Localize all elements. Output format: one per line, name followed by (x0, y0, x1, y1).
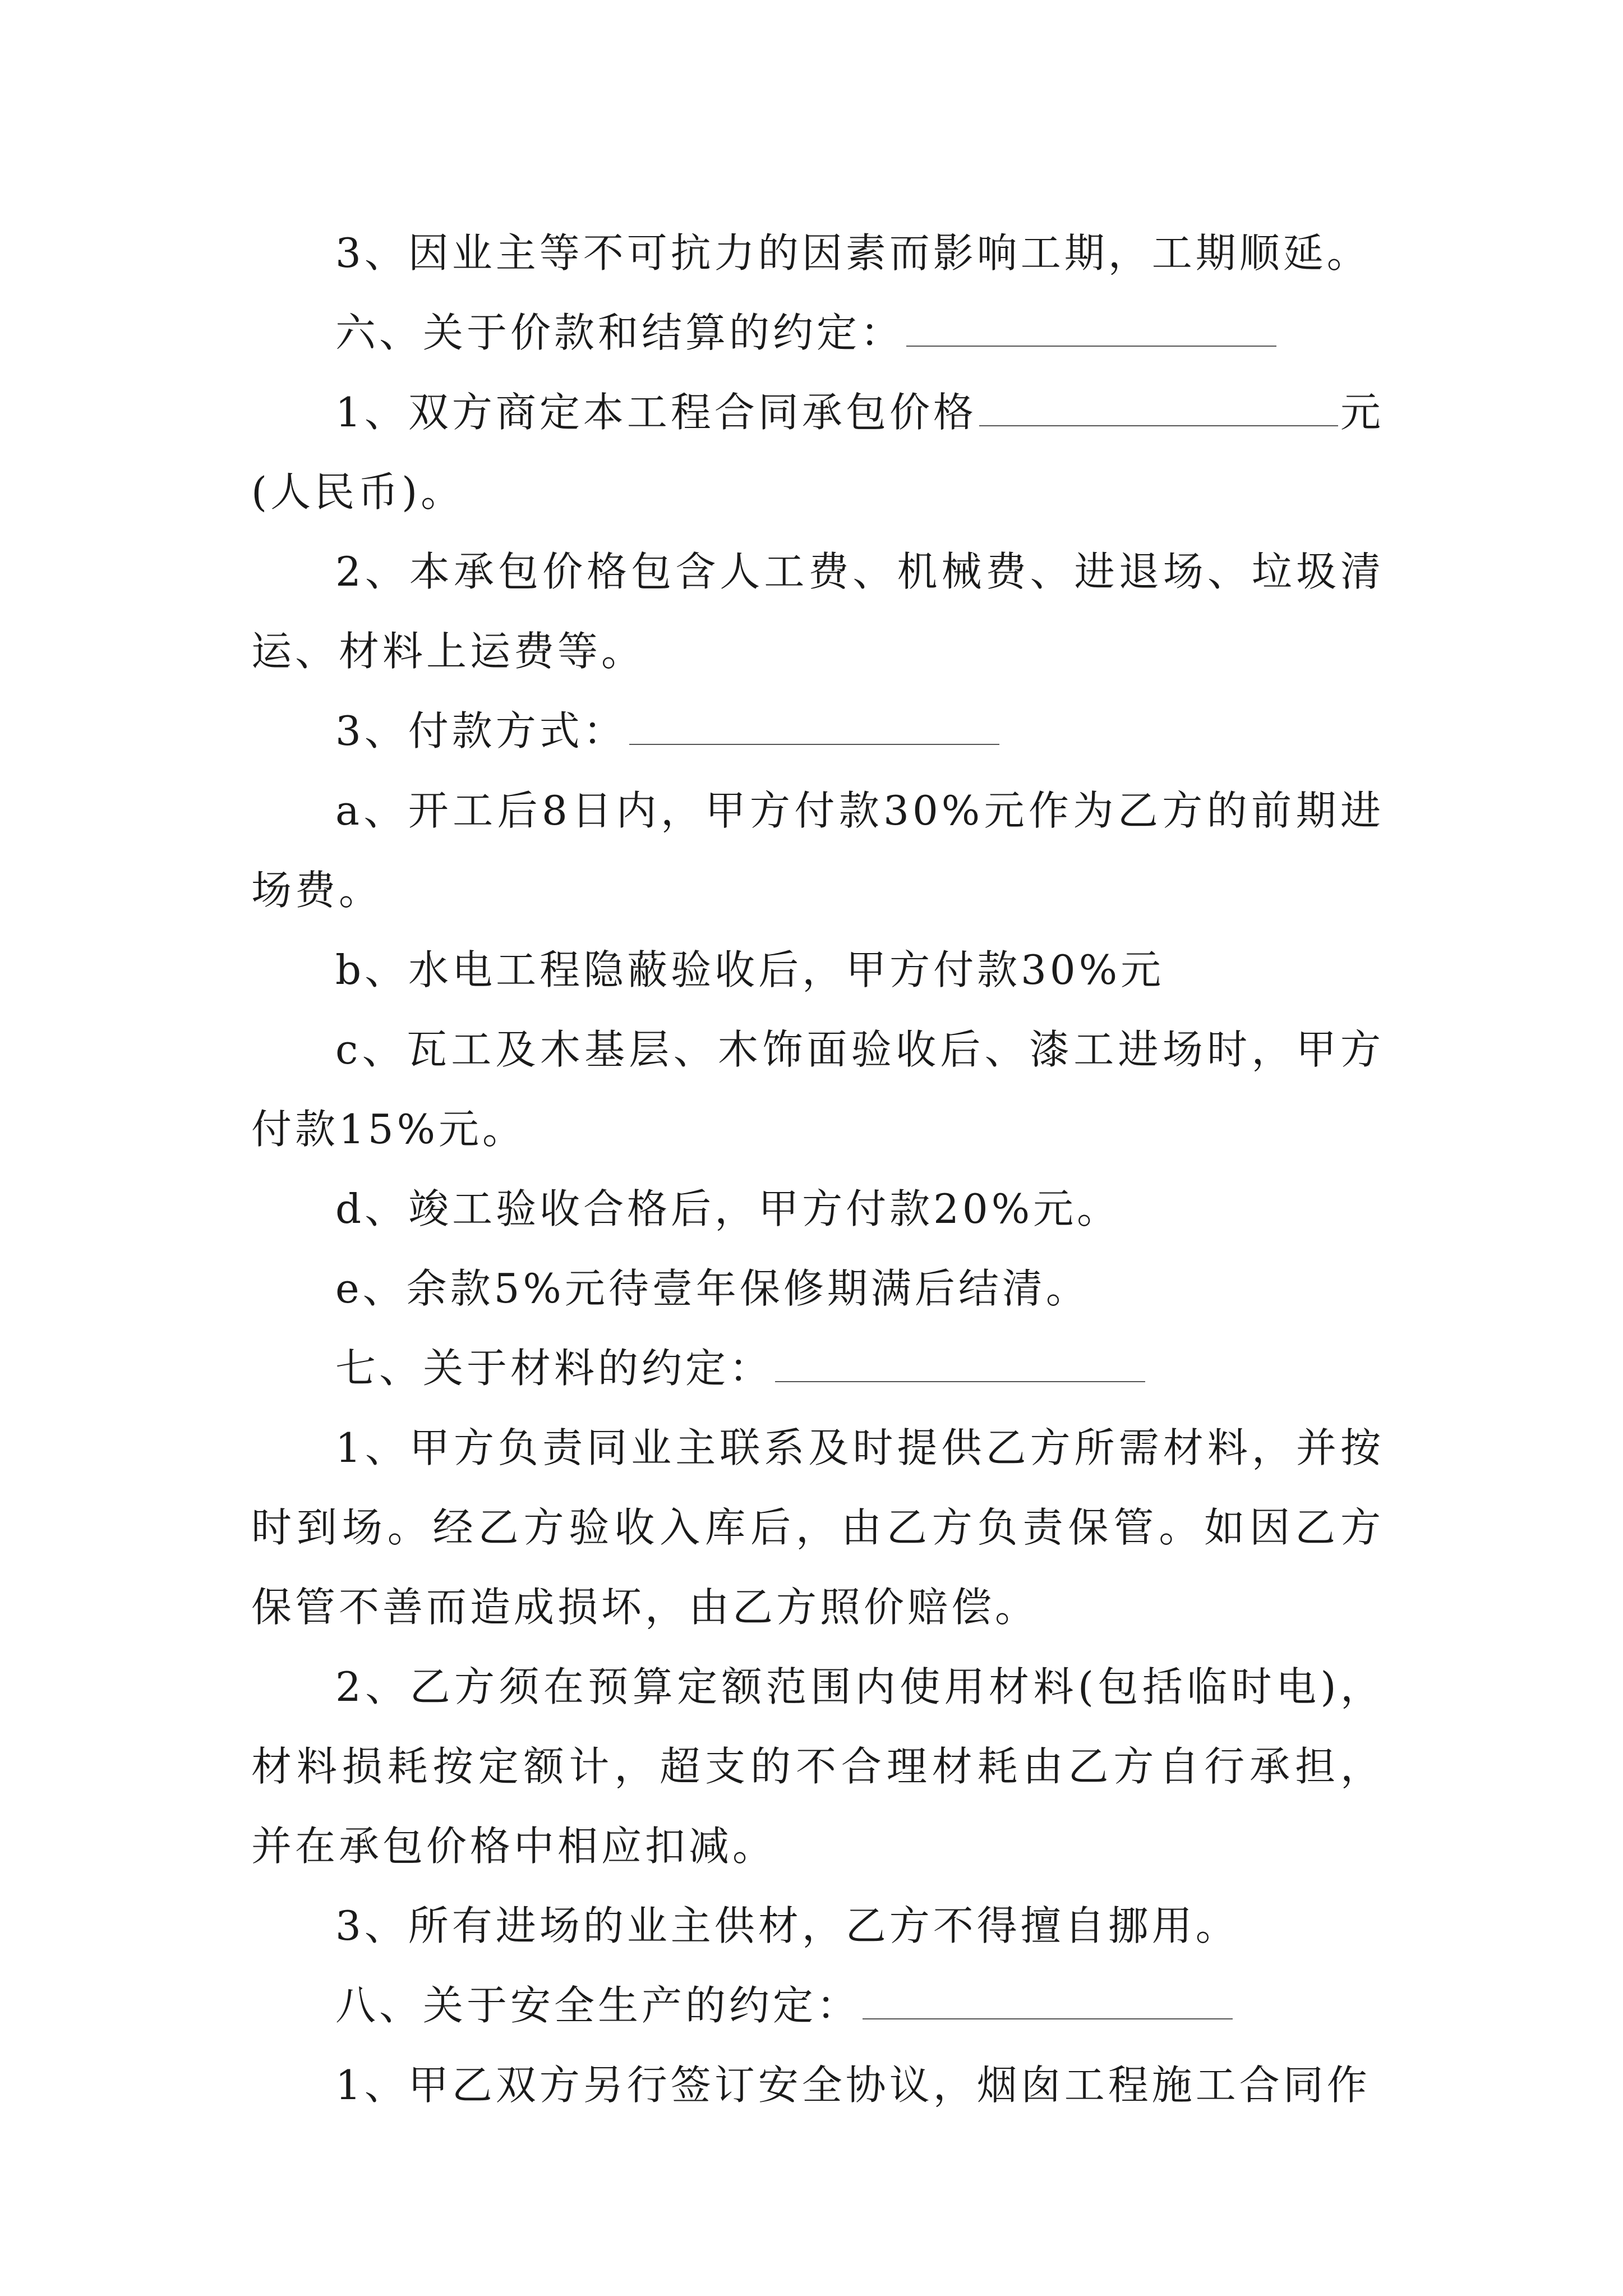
document-body (251, 213, 1384, 2125)
clause-7-2 (251, 1647, 1384, 1886)
payment-item-text: c、瓦工及木基层、木饰面验收后、漆工进场时，甲方付款15%元。 (251, 1026, 1384, 1153)
payment-item-d (251, 1169, 1384, 1249)
clause-7-1 (251, 1408, 1384, 1647)
fill-in-blank (775, 1349, 1145, 1382)
clause-8-1 (251, 2045, 1384, 2125)
section-6-heading (251, 293, 1384, 372)
payment-item-text: b、水电工程隐蔽验收后，甲方付款30%元 (335, 946, 1165, 993)
payment-item-c (251, 1010, 1384, 1169)
fill-in-blank (629, 711, 999, 745)
payment-item-text: d、竣工验收合格后，甲方付款20%元。 (335, 1185, 1121, 1232)
clause-7-3 (251, 1886, 1384, 1966)
fill-in-blank (906, 313, 1276, 347)
clause-text: 1、甲方负责同业主联系及时提供乙方所需材料，并按时到场。经乙方验收入库后，由乙方负责保管。如因乙方保管不善而造成损坏，由乙方照价赔偿。 (251, 1424, 1384, 1631)
clause-6-2 (251, 532, 1384, 691)
contract-price-blank (979, 393, 1338, 426)
clause-text: 1、双方商定本工程合同承包价格 (335, 389, 977, 436)
section-heading-text: 八、关于安全生产的约定： (335, 1982, 861, 2029)
clause-text-after: 元(人民币)。 (251, 389, 1384, 516)
section-heading-text: 七、关于材料的约定： (335, 1345, 773, 1392)
payment-item-e (251, 1249, 1384, 1328)
fill-in-blank (863, 1986, 1233, 2019)
section-8-heading (251, 1966, 1384, 2045)
clause-5-3 (251, 213, 1384, 293)
payment-item-b (251, 930, 1384, 1010)
section-7-heading (251, 1328, 1384, 1408)
clause-text: 2、本承包价格包含人工费、机械费、进退场、垃圾清运、材料上运费等。 (251, 548, 1384, 675)
clause-6-1 (251, 372, 1384, 532)
payment-item-a (251, 771, 1384, 930)
section-heading-text: 六、关于价款和结算的约定： (335, 309, 905, 356)
payment-item-text: e、余款5%元待壹年保修期满后结清。 (335, 1265, 1090, 1312)
clause-text: 3、所有进场的业主供材，乙方不得擅自挪用。 (335, 1902, 1239, 1949)
clause-text: 3、因业主等不可抗力的因素而影响工期，工期顺延。 (335, 229, 1371, 277)
clause-text: 3、付款方式： (335, 707, 627, 754)
payment-item-text: a、开工后8日内，甲方付款30%元作为乙方的前期进场费。 (251, 787, 1384, 914)
clause-text: 2、乙方须在预算定额范围内使用材料(包括临时电)，材料损耗按定额计，超支的不合理材耗由乙方自行承担，并在承包价格中相应扣减。 (251, 1663, 1384, 1870)
clause-6-3 (251, 691, 1384, 771)
clause-text: 1、甲乙双方另行签订安全协议，烟囱工程施工合同作 (335, 2062, 1371, 2109)
